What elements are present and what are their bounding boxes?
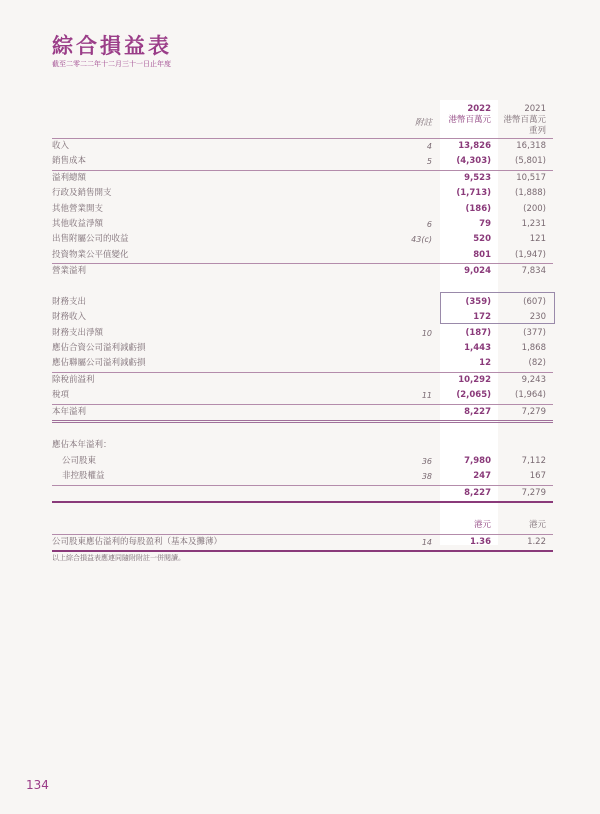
eps-row (52, 535, 553, 552)
table-row (52, 139, 553, 154)
row-label: 投資物業公平值變化 (52, 249, 129, 260)
table-row (52, 154, 553, 170)
value-2021: (377) (523, 327, 546, 338)
value-2021: 16,318 (516, 141, 546, 151)
row-label: 應佔合資公司溢利減虧損 (52, 343, 146, 354)
value-2021: 1,231 (521, 218, 546, 229)
value-2022: 172 (473, 312, 491, 323)
row-note: 4 (426, 142, 432, 151)
footnote: 以上綜合損益表應連同隨附附註一併閱讀。 (52, 554, 185, 562)
eps-unit-2021: 港元 (528, 520, 546, 531)
value-2021: (82) (528, 358, 546, 369)
row-note: 11 (421, 391, 432, 401)
page-subtitle: 截至二零二二年十二月三十一日止年度 (52, 60, 171, 68)
value-2021: (1,947) (515, 249, 546, 260)
value-2022: 12 (479, 358, 491, 369)
row-label: 財務收入 (52, 312, 87, 323)
table-row (52, 264, 553, 279)
value-2022: 10,292 (458, 374, 491, 385)
row-label: 本年溢利 (52, 406, 87, 417)
attributable-heading (52, 438, 553, 453)
value-2021: 7,279 (521, 406, 546, 417)
note-header: 附註 (414, 118, 432, 128)
row-label: 公司股東 (62, 455, 97, 466)
value-2022: 8,227 (464, 487, 491, 498)
row-label: 財務支出淨額 (52, 327, 104, 338)
value-2022: (4,303) (456, 156, 491, 167)
value-2021: 10,517 (516, 172, 546, 183)
table-row (52, 310, 553, 325)
table-header (52, 104, 553, 139)
value-2022: 520 (473, 234, 491, 245)
unit-2021: 港幣百萬元 (503, 115, 546, 125)
table-row (52, 341, 553, 356)
value-2021: 7,112 (521, 455, 546, 466)
attributable-total-row (52, 486, 553, 503)
value-2022: 7,980 (464, 455, 491, 466)
row-note: 5 (426, 157, 432, 167)
value-2021: (5,801) (515, 156, 546, 167)
table-row (52, 202, 553, 217)
row-label: 其他營業開支 (52, 203, 104, 214)
value-2021: (1,964) (515, 390, 546, 401)
table-row (52, 186, 553, 201)
table-row (52, 217, 553, 232)
value-2022: 1.36 (470, 536, 491, 547)
value-2021: 121 (529, 234, 546, 245)
row-label: 除稅前溢利 (52, 374, 95, 385)
row-label: 收入 (52, 141, 70, 151)
year-2021-header (503, 104, 546, 137)
value-2022: 801 (473, 249, 491, 260)
value-2021: 1,868 (521, 343, 546, 354)
row-note: 38 (421, 472, 432, 482)
value-2022: 8,227 (464, 406, 491, 417)
row-label: 應佔聯屬公司溢利減虧損 (52, 358, 146, 369)
row-note: 6 (426, 219, 432, 229)
value-2022: 79 (479, 218, 491, 229)
value-2022: 247 (473, 471, 491, 482)
year-2021: 2021 (524, 104, 546, 114)
row-label: 稅項 (52, 390, 70, 401)
page-title: 綜合損益表 (52, 34, 172, 58)
table-row (52, 232, 553, 247)
table-row (52, 454, 553, 469)
value-2022: 13,826 (458, 141, 491, 151)
row-label: 非控股權益 (62, 471, 105, 482)
unit-2022: 港幣百萬元 (448, 115, 491, 125)
table-row (52, 171, 553, 186)
restated-label: 重列 (528, 126, 546, 136)
table-row (52, 248, 553, 264)
value-2022: (2,065) (456, 390, 491, 401)
value-2021: (607) (523, 296, 546, 307)
value-2021: 9,243 (521, 374, 546, 385)
eps-unit-row (52, 518, 553, 534)
value-2021: 230 (529, 312, 546, 323)
table-row (52, 388, 553, 404)
table-row (52, 356, 553, 372)
table-row (52, 405, 553, 423)
value-2022: (187) (465, 327, 491, 338)
value-2021: 167 (529, 471, 546, 482)
value-2021: (1,888) (515, 188, 546, 199)
table-row (52, 326, 553, 341)
table-row (52, 373, 553, 388)
row-note: 14 (421, 537, 432, 547)
value-2022: 1,443 (464, 343, 491, 354)
row-note: 43(c) (411, 235, 432, 245)
row-label: 行政及銷售開支 (52, 188, 112, 199)
year-2022: 2022 (467, 104, 491, 114)
row-label: 出售附屬公司的收益 (52, 234, 129, 245)
value-2022: (1,713) (456, 188, 491, 199)
value-2021: 7,834 (521, 266, 546, 277)
row-label: 溢利總額 (52, 172, 87, 183)
row-label: 其他收益淨額 (52, 218, 104, 229)
row-note: 10 (421, 328, 432, 338)
value-2021: 7,279 (521, 487, 546, 498)
row-label: 營業溢利 (52, 266, 87, 277)
page-number: 134 (26, 778, 49, 792)
value-2021: 1.22 (527, 536, 546, 547)
table-row (52, 295, 553, 310)
value-2022: (186) (465, 203, 491, 214)
row-label: 銷售成本 (52, 156, 87, 167)
row-label: 應佔本年溢利： (52, 440, 112, 451)
value-2022: (359) (465, 296, 491, 307)
table-row (52, 469, 553, 485)
row-note: 36 (421, 456, 432, 466)
year-2022-header (448, 104, 491, 126)
value-2022: 9,523 (464, 172, 491, 183)
eps-unit-2022: 港元 (473, 520, 491, 531)
income-statement-table (52, 104, 553, 552)
value-2021: (200) (523, 203, 546, 214)
row-label: 公司股東應佔溢利的每股盈利（基本及攤薄） (52, 536, 223, 547)
value-2022: 9,024 (464, 266, 491, 277)
row-label: 財務支出 (52, 296, 87, 307)
